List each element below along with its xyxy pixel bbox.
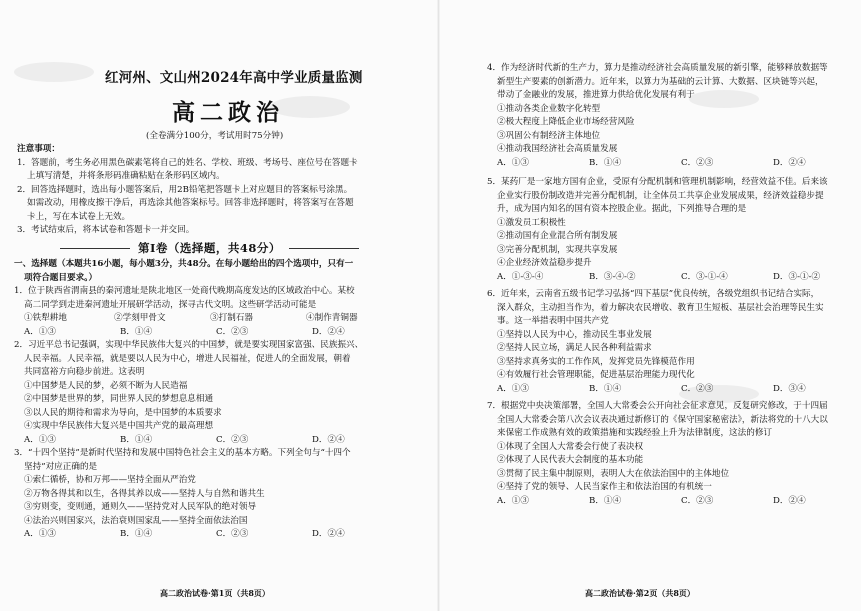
question-item: ②中国梦是世界的梦，同世界人民的梦想息息相通	[24, 394, 214, 404]
note-line: 如需改动，用橡皮擦干净后，再选涂其他答案标号。回答非选择题时，将答案写在答题	[27, 198, 354, 208]
answer-choice: A．①③	[497, 383, 529, 394]
question-item: ②学刻甲骨文	[114, 313, 166, 323]
section-title: 第Ⅰ卷（选择题，共48分）	[138, 241, 281, 255]
question-item: ④有效履行社会管理职能，促进基层治理能力现代化	[497, 370, 695, 380]
question-7-stem: 7．根据党中央决策部署，全国人大常委会公开向社会征求意见，反复研究修改，于十四届	[487, 401, 828, 411]
question-7-stem: 全国人大常委会第八次会议表决通过新修订的《保守国家秘密法》，新法将党的十八大以	[497, 414, 828, 425]
answer-choice: C．②③	[681, 495, 714, 506]
answer-choice: A．①③	[24, 529, 56, 539]
answer-choice: A．①-③-④	[497, 271, 544, 282]
question-1-stem: 1．位于陕西省渭南县的秦河遗址是陕北地区一处商代晚期高度发达的区域政治中心。某校	[14, 286, 355, 296]
question-item: ③打制石器	[210, 313, 253, 323]
answer-choice: D．③④	[773, 383, 806, 394]
question-4-stem: 新型生产要素的创新潜力。近年来，以算力为基础的云计算、大数据、区块链等兴起，	[497, 76, 824, 87]
question-item: ④坚持了党的领导、人民当家作主和依法治国的有机统一	[497, 482, 712, 492]
answer-choice: D．②④	[773, 157, 806, 168]
question-3-stem: 3．“十四个坚持”是新时代坚持和发展中国特色社会主义的基本方略。下列全句与“十四个	[14, 448, 351, 458]
question-4-stem: 4．作为经济时代新的生产力，算力是推动经济社会高质量发展的新引擎，能够释放数据等	[487, 63, 828, 73]
question-item: ④推动我国经济社会高质量发展	[497, 144, 618, 154]
answer-choice: D．②④	[312, 326, 345, 337]
question-item: ①激发员工积极性	[497, 217, 566, 228]
question-2-stem: 人民幸福。人民幸福，就是要以人民为中心，增进人民福祉，促进人的全面发展，朝着	[24, 353, 351, 364]
question-7-choices	[487, 495, 843, 509]
question-6-stem: 深入群众，主动担当作为，着力解决农民增收、教育卫生短板、基层社会治理等民生实	[497, 302, 824, 313]
page-footer: 高二政治试卷·第1页（共8页）	[160, 588, 270, 598]
question-item: ①中国梦是人民的梦，必须不断为人民造福	[24, 380, 188, 391]
note-line: 1．答题前，考生务必用黑色碳素笔将自己的姓名、学校、班级、考场号、座位号在答题卡	[17, 157, 358, 168]
question-item: ④企业经济效益稳步提升	[497, 258, 592, 268]
notes-section	[17, 143, 358, 238]
question-2-choices	[14, 434, 396, 448]
note-line: 2．回答选择题时，选出每小题答案后，用2B铅笔把答题卡上对应题目的答案标号涂黑。	[17, 184, 353, 195]
answer-choice: C．②③	[216, 434, 249, 445]
answer-choice: A．①③	[497, 495, 529, 506]
question-4-stem: 带动了金融业的发展，推进算力供给优化发展有利于	[497, 90, 695, 100]
answer-choice: B．①④	[589, 383, 622, 394]
exam-title: 红河州、文山州2024年高中学业质量监测	[105, 70, 363, 86]
answer-choice: B．①④	[589, 495, 622, 506]
answer-choice: C．③-①-④	[681, 271, 728, 282]
question-2-stem: 2．习近平总书记强调，实现中华民族伟大复兴的中国梦，就是要实现国家富强、民族振兴、	[14, 340, 364, 350]
answer-choice: D．②④	[312, 529, 345, 539]
question-7-stem: 来保密工作成熟有效的政策措施和实践经验上升为法律制度，这法的修订	[497, 428, 773, 438]
question-5-choices	[487, 271, 843, 285]
answer-choice: D．②④	[312, 434, 345, 445]
question-item: ①索仁循桥，协和万邦——坚持全面从严治党	[24, 475, 196, 485]
questions-right	[487, 62, 843, 508]
note-line: 3．考试结束后，将本试卷和答题卡一并交回。	[17, 225, 195, 235]
question-6-stem: 事。这一举措表明中国共产党	[497, 316, 609, 326]
question-1-choices	[14, 326, 396, 340]
note-line: 上填写清楚，并将条形码准确粘贴在条形码区域内。	[27, 171, 225, 181]
question-3-stem: 坚持”对应正确的是	[24, 461, 98, 472]
answer-choice: B．①④	[120, 434, 153, 445]
question-item: ②极大程度上降低企业市场经营风险	[497, 117, 635, 127]
question-item: ②体现了人民代表大会制度的基本功能	[497, 455, 644, 465]
questions-left	[14, 258, 396, 542]
instruction-line: 一、选择题（本题共16小题，每小题3分，共48分。在每小题给出的四个选项中，只有一	[14, 259, 354, 269]
question-5-stem: 5．某药厂是一家地方国有企业，受原有分配机制和管理机制影响，经营效益不佳。后来该	[487, 177, 828, 187]
answer-choice: B．①④	[589, 157, 622, 168]
question-5-stem: 升，成为国内知名的国有资本控股企业。据此，下列推导合理的是	[497, 204, 747, 214]
subject-title: 高二政治	[172, 99, 284, 126]
question-item: ①坚持以人民为中心，推动民生事业发展	[497, 329, 652, 340]
question-item: ③穷则变，变则通，通则久——坚持党对人民军队的绝对领导	[24, 502, 257, 512]
question-item: ②推动国有企业混合所有制发展	[497, 231, 618, 241]
answer-choice: D．③-①-②	[773, 271, 821, 282]
question-item: ③完善分配机制，实现共享发展	[497, 244, 618, 255]
answer-choice: B．①④	[120, 529, 153, 539]
answer-choice: C．②③	[681, 383, 714, 394]
question-item: ②坚持人民立场，满足人民各种利益需求	[497, 343, 652, 353]
question-1-stem: 高二同学到走进秦河遗址开展研学活动，探寻古代文明。这些研学活动可能是	[24, 299, 317, 310]
question-item: ④实现中华民族伟大复兴是中国共产党的最高理想	[24, 421, 214, 431]
answer-choice: C．②③	[216, 326, 249, 337]
question-item: ④法治兴则国家兴，法治衰则国家乱——坚持全面依法治国	[24, 515, 248, 526]
answer-choice: D．②④	[773, 495, 806, 506]
answer-choice: C．②③	[681, 157, 714, 168]
notes-heading: 注意事项：	[17, 144, 60, 154]
answer-choice: B．③-④-②	[589, 271, 636, 282]
question-4-choices	[487, 157, 843, 171]
answer-choice: B．①④	[120, 326, 153, 337]
question-item: ①体现了全国人大常委会行使了表决权	[497, 441, 644, 452]
question-item: ④制作青铜器	[306, 313, 358, 323]
question-item: ③巩固公有制经济主体地位	[497, 130, 601, 141]
question-item: ①铁犁耕地	[24, 313, 67, 323]
question-item: ③坚持求真务实的工作作风，发挥党员先锋模范作用	[497, 356, 695, 367]
answer-choice: A．①③	[497, 157, 529, 168]
question-1-items	[14, 312, 396, 326]
question-item: ①推动各类企业数字化转型	[497, 103, 601, 114]
exam-meta: (全卷满分100分，考试用时75分钟)	[146, 131, 284, 141]
question-item: ③贯彻了民主集中制原则，表明人大在依法治国中的主体地位	[497, 468, 730, 479]
answer-choice: A．①③	[24, 326, 56, 337]
page-footer: 高二政治试卷·第2页（共8页）	[585, 588, 695, 598]
question-5-stem: 企业实行股份制改造并完善分配机制，让全体员工共享企业发展成果，经济效益稳步提	[497, 190, 824, 201]
right-page	[438, 0, 861, 611]
question-2-stem: 共同富裕方向稳步前进。这表明	[24, 367, 145, 377]
answer-choice: C．②③	[216, 529, 249, 539]
question-3-choices	[14, 528, 396, 542]
question-6-choices	[487, 383, 843, 397]
instruction-line: 项符合题目要求。）	[24, 272, 98, 283]
answer-choice: A．①③	[24, 434, 56, 445]
question-6-stem: 6．近年来，云南省五级书记学习弘扬“四下基层”优良传统，各级党组织书记结合实际，	[487, 289, 820, 299]
note-line: 卡上，写在本试卷上无效。	[27, 211, 131, 222]
question-item: ③以人民的期待和需求为导向，是中国梦的本质要求	[24, 407, 222, 418]
question-item: ②万物各得其和以生，各得其养以成——坚持人与自然和谐共生	[24, 488, 265, 499]
